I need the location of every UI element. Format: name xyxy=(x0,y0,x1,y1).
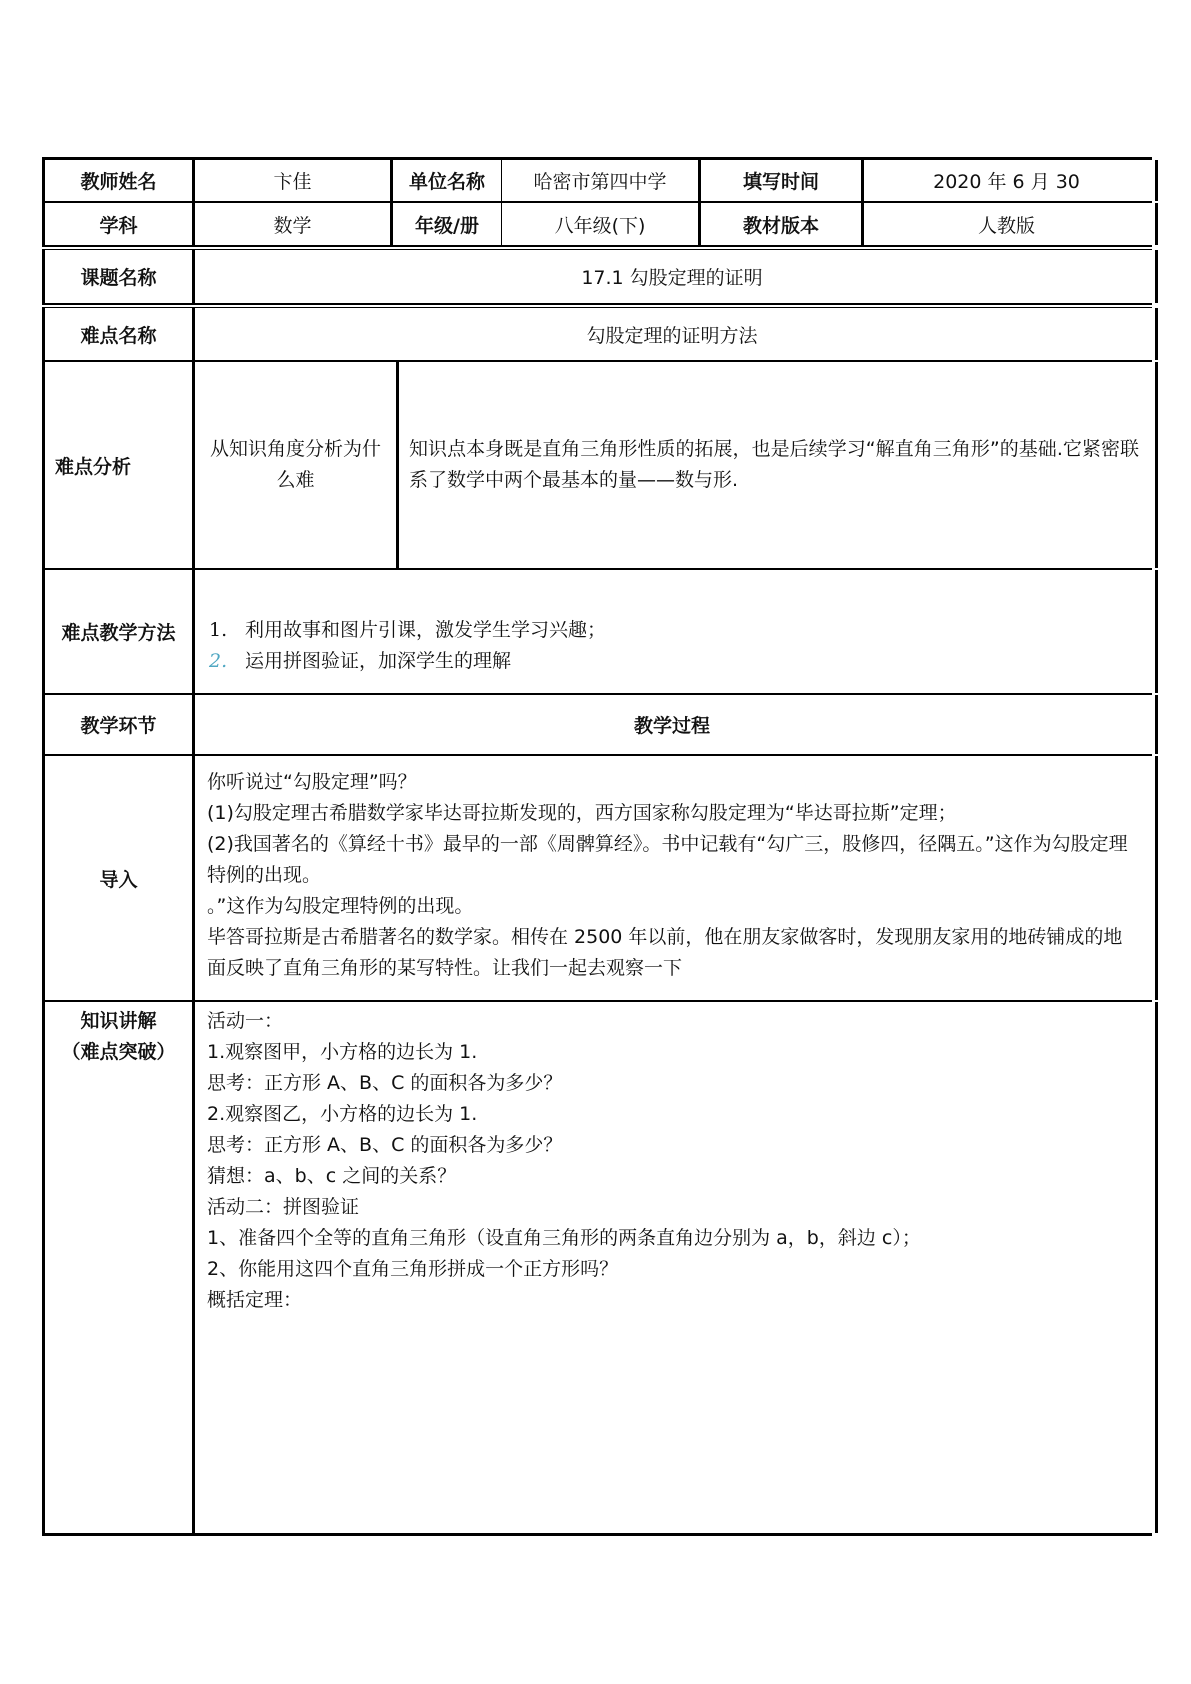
knowledge-row xyxy=(42,1002,1158,1533)
teacher-value: 卞佳 xyxy=(195,160,393,201)
knowledge-line: 2、你能用这四个直角三角形拼成一个正方形吗？ xyxy=(207,1258,619,1280)
unit-label: 单位名称 xyxy=(393,160,502,201)
difficulty-row xyxy=(42,308,1158,360)
method-list xyxy=(195,570,1149,693)
knowledge-line: 2.观察图乙，小方格的边长为 1. xyxy=(207,1103,478,1125)
difficulty-value: 勾股定理的证明方法 xyxy=(586,324,758,347)
unit-value: 哈密市第四中学 xyxy=(502,160,701,201)
knowledge-line: 活动二：拼图验证 xyxy=(207,1196,360,1218)
topic-label: 课题名称 xyxy=(45,250,195,303)
knowledge-label-line: （难点突破） xyxy=(61,1041,176,1063)
method-item xyxy=(209,646,606,677)
knowledge-line: 1、准备四个全等的直角三角形（设直角三角形的两条直角边分别为 a，b，斜边 c）； xyxy=(207,1227,921,1249)
method-item-text: 运用拼图验证，加深学生的理解 xyxy=(245,649,512,672)
topic-value: 17.1 勾股定理的证明 xyxy=(581,267,763,289)
grade-value: 八年级(下) xyxy=(502,203,701,245)
knowledge-line: 概括定理： xyxy=(207,1289,303,1311)
analysis-sub-label: 从知识角度分析为什么难 xyxy=(195,362,399,568)
knowledge-line: 活动一： xyxy=(207,1010,284,1032)
info-row-1 xyxy=(42,160,1158,201)
method-label: 难点教学方法 xyxy=(45,570,195,693)
intro-line: (2)我国著名的《算经十书》最早的一部《周髀算经》。书中记载有“勾广三，股修四，径隅五。”这作为勾股定理特例的出现。 xyxy=(207,833,1128,886)
process-header-value: 教学过程 xyxy=(633,715,710,737)
grade-label: 年级/册 xyxy=(393,203,502,245)
analysis-text: 知识点本身既是直角三角形性质的拓展，也是后续学习“解直角三角形”的基础.它紧密联系了数学中两个最基本的量——数与形. xyxy=(409,438,1139,491)
intro-line: 你听说过“勾股定理”吗？ xyxy=(207,771,417,793)
difficulty-label: 难点名称 xyxy=(45,308,195,360)
method-item-number: 1. xyxy=(209,618,228,641)
intro-line: (1)勾股定理古希腊数学家毕达哥拉斯发现的，西方国家称勾股定理为“毕达哥拉斯”定理； xyxy=(207,802,957,824)
method-item-number: 2. xyxy=(209,649,228,672)
method-item xyxy=(209,615,606,646)
analysis-label: 难点分析 xyxy=(45,362,195,568)
knowledge-line: 思考：正方形 A、B、C 的面积各为多少？ xyxy=(207,1072,563,1094)
intro-content xyxy=(195,756,1149,1000)
method-row xyxy=(42,570,1158,693)
topic-row xyxy=(42,250,1158,303)
knowledge-line: 猜想：a、b、c 之间的关系？ xyxy=(207,1165,457,1187)
intro-row xyxy=(42,756,1158,1000)
knowledge-line: 思考：正方形 A、B、C 的面积各为多少？ xyxy=(207,1134,563,1156)
analysis-row xyxy=(42,362,1158,568)
divider xyxy=(42,245,1152,247)
edition-value: 人教版 xyxy=(977,214,1035,237)
table-bottom-border xyxy=(42,1533,1152,1536)
divider xyxy=(42,303,1152,305)
process-stage-label: 教学环节 xyxy=(45,695,195,754)
edition-label: 教材版本 xyxy=(701,203,864,245)
knowledge-label-line: 知识讲解 xyxy=(80,1010,157,1032)
teacher-label: 教师姓名 xyxy=(45,160,195,201)
subject-value: 数学 xyxy=(195,203,393,245)
knowledge-label xyxy=(45,1002,195,1533)
subject-label: 学科 xyxy=(45,203,195,245)
knowledge-content xyxy=(195,1002,1149,1533)
method-item-text: 利用故事和图片引课，激发学生学习兴趣； xyxy=(245,618,607,641)
date-label: 填写时间 xyxy=(701,160,864,201)
intro-line: 。”这作为勾股定理特例的出现。 xyxy=(207,895,474,917)
process-header-row xyxy=(42,695,1158,754)
intro-line: 毕答哥拉斯是古希腊著名的数学家。相传在 2500 年以前，他在朋友家做客时，发现朋友家用的地砖铺成的地面反映了直角三角形的某写特性。让我们一起去观察一下 xyxy=(207,926,1123,979)
date-value: 2020 年 6 月 30 xyxy=(933,171,1080,193)
info-row-2 xyxy=(42,203,1158,245)
intro-label: 导入 xyxy=(45,756,195,1000)
knowledge-line: 1.观察图甲，小方格的边长为 1. xyxy=(207,1041,478,1063)
